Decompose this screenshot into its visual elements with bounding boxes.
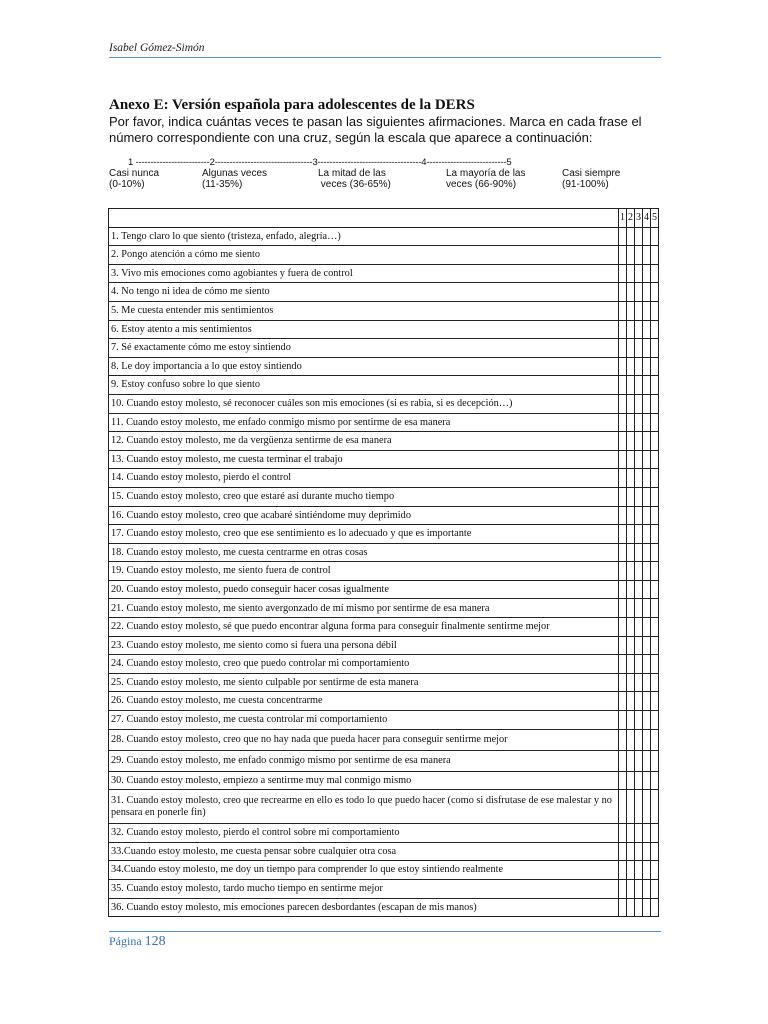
response-cell-3[interactable] (635, 339, 643, 358)
table-row (109, 880, 659, 899)
response-cell-1[interactable] (619, 450, 627, 469)
item-text: 3. Vivo mis emociones como agobiantes y fuera de control (109, 264, 619, 283)
table-row (109, 618, 659, 637)
response-cell-4[interactable] (643, 227, 651, 246)
response-cell-2[interactable] (627, 525, 635, 544)
item-text: 35. Cuando estoy molesto, tardo mucho tiempo en sentirme mejor (109, 880, 619, 899)
instructions-text: Por favor, indica cuántas veces te pasan las siguientes afirmaciones. Marca en cada frase el número correspondiente con una cruz, según la escala que aparece a continuación: (109, 114, 642, 145)
section-title: Anexo E: Versión española para adolescentes de la DERS (109, 97, 475, 113)
table-row (109, 339, 659, 358)
response-cell-2[interactable] (627, 227, 635, 246)
response-cell-4[interactable] (643, 861, 651, 880)
item-text: 13. Cuando estoy molesto, me cuesta terminar el trabajo (109, 450, 619, 469)
footer-divider (109, 931, 661, 932)
item-text: 22. Cuando estoy molesto, sé que puedo encontrar alguna forma para conseguir finalmente sentirme mejor (109, 618, 619, 637)
response-cell-4[interactable] (643, 301, 651, 320)
response-cell-3[interactable] (635, 618, 643, 637)
response-cell-5[interactable] (651, 246, 659, 265)
response-cell-4[interactable] (643, 750, 651, 771)
item-text: 32. Cuando estoy molesto, pierdo el control sobre mi comportamiento (109, 824, 619, 843)
response-cell-4[interactable] (643, 264, 651, 283)
table-row (109, 898, 659, 917)
table-row (109, 394, 659, 413)
header-column-4: 4 (643, 209, 651, 228)
item-text: 16. Cuando estoy molesto, creo que acabaré sintiéndome muy deprimido (109, 506, 619, 525)
response-cell-1[interactable] (619, 264, 627, 283)
response-cell-5[interactable] (651, 711, 659, 730)
response-cell-1[interactable] (619, 562, 627, 581)
response-cell-3[interactable] (635, 301, 643, 320)
item-text: 15. Cuando estoy molesto, creo que estaré así durante mucho tiempo (109, 487, 619, 506)
response-cell-4[interactable] (643, 487, 651, 506)
response-cell-2[interactable] (627, 394, 635, 413)
table-row (109, 750, 659, 771)
response-cell-4[interactable] (643, 824, 651, 843)
response-cell-3[interactable] (635, 450, 643, 469)
response-cell-1[interactable] (619, 525, 627, 544)
response-cell-2[interactable] (627, 880, 635, 899)
table-row (109, 525, 659, 544)
response-cell-4[interactable] (643, 450, 651, 469)
response-cell-5[interactable] (651, 771, 659, 790)
response-cell-5[interactable] (651, 898, 659, 917)
response-cell-5[interactable] (651, 790, 659, 824)
item-text: 30. Cuando estoy molesto, empiezo a sentirme muy mal conmigo mismo (109, 771, 619, 790)
table-row (109, 771, 659, 790)
table-row (109, 729, 659, 750)
response-cell-2[interactable] (627, 339, 635, 358)
response-cell-3[interactable] (635, 824, 643, 843)
scale-label-2: Algunas veces (11-35%) (202, 168, 268, 190)
response-cell-4[interactable] (643, 673, 651, 692)
response-cell-4[interactable] (643, 525, 651, 544)
response-cell-2[interactable] (627, 692, 635, 711)
response-cell-4[interactable] (643, 729, 651, 750)
response-cell-2[interactable] (627, 357, 635, 376)
item-text: 6. Estoy atento a mis sentimientos (109, 320, 619, 339)
response-cell-2[interactable] (627, 432, 635, 451)
response-cell-2[interactable] (627, 750, 635, 771)
response-cell-5[interactable] (651, 264, 659, 283)
header-column-1: 1 (619, 209, 627, 228)
response-cell-5[interactable] (651, 450, 659, 469)
response-cell-2[interactable] (627, 283, 635, 302)
response-cell-1[interactable] (619, 636, 627, 655)
scale-label-5: Casi siempre (91-100%) (562, 168, 621, 190)
item-text: 5. Me cuesta entender mis sentimientos (109, 301, 619, 320)
response-cell-2[interactable] (627, 673, 635, 692)
response-cell-4[interactable] (643, 543, 651, 562)
item-text: 11. Cuando estoy molesto, me enfado conmigo mismo por sentirme de esa manera (109, 413, 619, 432)
item-text: 9. Estoy confuso sobre lo que siento (109, 376, 619, 395)
table-row (109, 301, 659, 320)
item-text: 25. Cuando estoy molesto, me siento culpable por sentirme de esta manera (109, 673, 619, 692)
response-cell-5[interactable] (651, 376, 659, 395)
table-row (109, 842, 659, 861)
response-cell-4[interactable] (643, 339, 651, 358)
table-row (109, 413, 659, 432)
response-cell-1[interactable] (619, 357, 627, 376)
response-cell-1[interactable] (619, 394, 627, 413)
response-cell-4[interactable] (643, 655, 651, 674)
response-cell-2[interactable] (627, 898, 635, 917)
response-cell-2[interactable] (627, 487, 635, 506)
response-cell-3[interactable] (635, 469, 643, 488)
response-cell-1[interactable] (619, 469, 627, 488)
table-row (109, 487, 659, 506)
response-cell-3[interactable] (635, 655, 643, 674)
response-cell-2[interactable] (627, 264, 635, 283)
response-cell-3[interactable] (635, 283, 643, 302)
response-cell-2[interactable] (627, 729, 635, 750)
response-cell-4[interactable] (643, 771, 651, 790)
response-cell-4[interactable] (643, 432, 651, 451)
response-cell-1[interactable] (619, 487, 627, 506)
response-cell-3[interactable] (635, 673, 643, 692)
response-cell-3[interactable] (635, 506, 643, 525)
response-cell-3[interactable] (635, 487, 643, 506)
item-text: 27. Cuando estoy molesto, me cuesta controlar mi comportamiento (109, 711, 619, 730)
response-cell-3[interactable] (635, 750, 643, 771)
response-cell-2[interactable] (627, 824, 635, 843)
page-number-value: 128 (144, 934, 166, 949)
response-cell-4[interactable] (643, 562, 651, 581)
response-cell-3[interactable] (635, 432, 643, 451)
response-cell-5[interactable] (651, 227, 659, 246)
response-cell-5[interactable] (651, 301, 659, 320)
item-text: 36. Cuando estoy molesto, mis emociones parecen desbordantes (escapan de mis manos) (109, 898, 619, 917)
response-cell-2[interactable] (627, 543, 635, 562)
response-cell-2[interactable] (627, 506, 635, 525)
response-cell-1[interactable] (619, 880, 627, 899)
item-text: 18. Cuando estoy molesto, me cuesta centrarme en otras cosas (109, 543, 619, 562)
response-cell-2[interactable] (627, 655, 635, 674)
response-cell-3[interactable] (635, 729, 643, 750)
response-cell-4[interactable] (643, 599, 651, 618)
response-cell-4[interactable] (643, 898, 651, 917)
scale-label-4: La mayoría de las veces (66-90%) (446, 168, 526, 190)
item-text: 2. Pongo atención a cómo me siento (109, 246, 619, 265)
response-cell-1[interactable] (619, 376, 627, 395)
response-cell-3[interactable] (635, 771, 643, 790)
item-text: 14. Cuando estoy molesto, pierdo el control (109, 469, 619, 488)
response-cell-3[interactable] (635, 692, 643, 711)
response-cell-1[interactable] (619, 655, 627, 674)
response-cell-2[interactable] (627, 580, 635, 599)
response-cell-5[interactable] (651, 692, 659, 711)
response-cell-1[interactable] (619, 824, 627, 843)
response-cell-4[interactable] (643, 246, 651, 265)
response-cell-4[interactable] (643, 692, 651, 711)
response-cell-3[interactable] (635, 525, 643, 544)
table-row (109, 636, 659, 655)
response-cell-5[interactable] (651, 394, 659, 413)
response-cell-2[interactable] (627, 771, 635, 790)
item-text: 12. Cuando estoy molesto, me da vergüenza sentirme de esa manera (109, 432, 619, 451)
response-cell-5[interactable] (651, 842, 659, 861)
response-cell-4[interactable] (643, 711, 651, 730)
header-column-2: 2 (627, 209, 635, 228)
ders-questionnaire-table (108, 208, 659, 917)
response-cell-1[interactable] (619, 861, 627, 880)
item-text: 23. Cuando estoy molesto, me siento como si fuera una persona débil (109, 636, 619, 655)
response-cell-5[interactable] (651, 339, 659, 358)
response-cell-3[interactable] (635, 898, 643, 917)
response-cell-5[interactable] (651, 525, 659, 544)
table-row (109, 283, 659, 302)
item-text: 31. Cuando estoy molesto, creo que recrearme en ello es todo lo que puedo hacer (como si disfrutase de ese malestar y no pensara en ponerle fin) (109, 790, 619, 824)
response-cell-4[interactable] (643, 880, 651, 899)
header-author: Isabel Gómez-Simón (109, 42, 205, 54)
response-cell-1[interactable] (619, 246, 627, 265)
table-row (109, 469, 659, 488)
scale-label-3: La mitad de las veces (36-65%) (318, 168, 391, 190)
response-cell-5[interactable] (651, 750, 659, 771)
response-cell-1[interactable] (619, 771, 627, 790)
table-header-row (109, 209, 659, 228)
response-cell-3[interactable] (635, 580, 643, 599)
response-cell-2[interactable] (627, 320, 635, 339)
response-cell-1[interactable] (619, 543, 627, 562)
response-cell-4[interactable] (643, 636, 651, 655)
response-cell-1[interactable] (619, 750, 627, 771)
table-row (109, 227, 659, 246)
response-cell-3[interactable] (635, 543, 643, 562)
response-cell-1[interactable] (619, 673, 627, 692)
response-cell-1[interactable] (619, 692, 627, 711)
header-column-3: 3 (635, 209, 643, 228)
table-row (109, 506, 659, 525)
response-cell-3[interactable] (635, 320, 643, 339)
table-row (109, 580, 659, 599)
page-number (109, 934, 166, 950)
response-cell-2[interactable] (627, 711, 635, 730)
response-cell-3[interactable] (635, 562, 643, 581)
response-cell-3[interactable] (635, 264, 643, 283)
response-cell-5[interactable] (651, 283, 659, 302)
response-cell-5[interactable] (651, 618, 659, 637)
item-text: 24. Cuando estoy molesto, creo que puedo controlar mi comportamiento (109, 655, 619, 674)
response-cell-3[interactable] (635, 636, 643, 655)
item-text: 33.Cuando estoy molesto, me cuesta pensar sobre cualquier otra cosa (109, 842, 619, 861)
response-cell-2[interactable] (627, 469, 635, 488)
item-text: 20. Cuando estoy molesto, puedo conseguir hacer cosas igualmente (109, 580, 619, 599)
table-row (109, 264, 659, 283)
item-text: 17. Cuando estoy molesto, creo que ese sentimiento es lo adecuado y que es importante (109, 525, 619, 544)
table-row (109, 692, 659, 711)
table-row (109, 320, 659, 339)
response-cell-4[interactable] (643, 413, 651, 432)
table-row (109, 599, 659, 618)
response-cell-2[interactable] (627, 376, 635, 395)
item-text: 29. Cuando estoy molesto, me enfado conmigo mismo por sentirme de esa manera (109, 750, 619, 771)
response-cell-5[interactable] (651, 636, 659, 655)
response-cell-1[interactable] (619, 790, 627, 824)
response-cell-2[interactable] (627, 618, 635, 637)
response-cell-5[interactable] (651, 487, 659, 506)
response-cell-1[interactable] (619, 413, 627, 432)
response-cell-5[interactable] (651, 824, 659, 843)
response-cell-2[interactable] (627, 861, 635, 880)
response-cell-2[interactable] (627, 599, 635, 618)
table-row (109, 376, 659, 395)
response-cell-2[interactable] (627, 301, 635, 320)
response-cell-3[interactable] (635, 711, 643, 730)
response-cell-2[interactable] (627, 790, 635, 824)
response-cell-1[interactable] (619, 898, 627, 917)
response-cell-3[interactable] (635, 246, 643, 265)
item-text: 19. Cuando estoy molesto, me siento fuera de control (109, 562, 619, 581)
response-cell-1[interactable] (619, 339, 627, 358)
response-cell-3[interactable] (635, 599, 643, 618)
response-cell-1[interactable] (619, 618, 627, 637)
response-cell-4[interactable] (643, 506, 651, 525)
response-cell-2[interactable] (627, 450, 635, 469)
response-cell-4[interactable] (643, 580, 651, 599)
item-text: 28. Cuando estoy molesto, creo que no hay nada que pueda hacer para conseguir sentirme mejor (109, 729, 619, 750)
table-row (109, 246, 659, 265)
response-cell-4[interactable] (643, 283, 651, 302)
response-cell-5[interactable] (651, 861, 659, 880)
response-cell-3[interactable] (635, 861, 643, 880)
response-cell-4[interactable] (643, 790, 651, 824)
response-cell-1[interactable] (619, 320, 627, 339)
table-row (109, 673, 659, 692)
response-cell-3[interactable] (635, 357, 643, 376)
response-cell-5[interactable] (651, 655, 659, 674)
page-label: Página (109, 934, 142, 948)
response-cell-1[interactable] (619, 227, 627, 246)
response-cell-5[interactable] (651, 880, 659, 899)
response-cell-4[interactable] (643, 618, 651, 637)
response-cell-5[interactable] (651, 413, 659, 432)
table-row (109, 711, 659, 730)
response-cell-1[interactable] (619, 506, 627, 525)
response-cell-1[interactable] (619, 842, 627, 861)
table-row (109, 357, 659, 376)
response-cell-3[interactable] (635, 842, 643, 861)
response-cell-3[interactable] (635, 227, 643, 246)
header-column-5: 5 (651, 209, 659, 228)
response-cell-4[interactable] (643, 376, 651, 395)
response-cell-3[interactable] (635, 394, 643, 413)
item-text: 7. Sé exactamente cómo me estoy sintiendo (109, 339, 619, 358)
table-row (109, 432, 659, 451)
response-cell-1[interactable] (619, 599, 627, 618)
response-cell-1[interactable] (619, 711, 627, 730)
response-cell-5[interactable] (651, 729, 659, 750)
response-cell-5[interactable] (651, 320, 659, 339)
response-cell-3[interactable] (635, 880, 643, 899)
response-cell-5[interactable] (651, 469, 659, 488)
response-cell-3[interactable] (635, 376, 643, 395)
table-row (109, 655, 659, 674)
table-row (109, 562, 659, 581)
response-cell-1[interactable] (619, 301, 627, 320)
table-row (109, 861, 659, 880)
response-cell-1[interactable] (619, 580, 627, 599)
response-cell-1[interactable] (619, 432, 627, 451)
response-cell-5[interactable] (651, 357, 659, 376)
item-text: 4. No tengo ni idea de cómo me siento (109, 283, 619, 302)
table-row (109, 824, 659, 843)
response-cell-4[interactable] (643, 469, 651, 488)
response-cell-4[interactable] (643, 842, 651, 861)
response-cell-5[interactable] (651, 599, 659, 618)
response-cell-4[interactable] (643, 320, 651, 339)
item-text: 21. Cuando estoy molesto, me siento avergonzado de mí mismo por sentirme de esa manera (109, 599, 619, 618)
response-cell-4[interactable] (643, 357, 651, 376)
item-text: 34.Cuando estoy molesto, me doy un tiempo para comprender lo que estoy sintiendo realmente (109, 861, 619, 880)
scale-label-1: Casi nunca (0-10%) (109, 168, 160, 190)
response-cell-1[interactable] (619, 729, 627, 750)
table-row (109, 790, 659, 824)
scale-line: 1 -------------------------2---------------------------------3-----------------------------------4---------------------------5 (128, 157, 512, 168)
response-cell-5[interactable] (651, 580, 659, 599)
response-cell-5[interactable] (651, 543, 659, 562)
response-cell-5[interactable] (651, 506, 659, 525)
response-cell-5[interactable] (651, 562, 659, 581)
response-cell-2[interactable] (627, 842, 635, 861)
response-cell-2[interactable] (627, 246, 635, 265)
item-text: 8. Le doy importancia a lo que estoy sintiendo (109, 357, 619, 376)
response-cell-2[interactable] (627, 413, 635, 432)
header-divider (109, 57, 661, 58)
table-row (109, 450, 659, 469)
response-cell-5[interactable] (651, 673, 659, 692)
response-cell-2[interactable] (627, 636, 635, 655)
response-cell-3[interactable] (635, 790, 643, 824)
table-row (109, 543, 659, 562)
item-text: 1. Tengo claro lo que siento (tristeza, enfado, alegría…) (109, 227, 619, 246)
item-text: 10. Cuando estoy molesto, sé reconocer cuáles son mis emociones (si es rabia, si es decepción…) (109, 394, 619, 413)
response-cell-3[interactable] (635, 413, 643, 432)
item-text: 26. Cuando estoy molesto, me cuesta concentrarme (109, 692, 619, 711)
response-cell-5[interactable] (651, 432, 659, 451)
response-cell-4[interactable] (643, 394, 651, 413)
header-item-cell (109, 209, 619, 228)
response-cell-2[interactable] (627, 562, 635, 581)
response-cell-1[interactable] (619, 283, 627, 302)
